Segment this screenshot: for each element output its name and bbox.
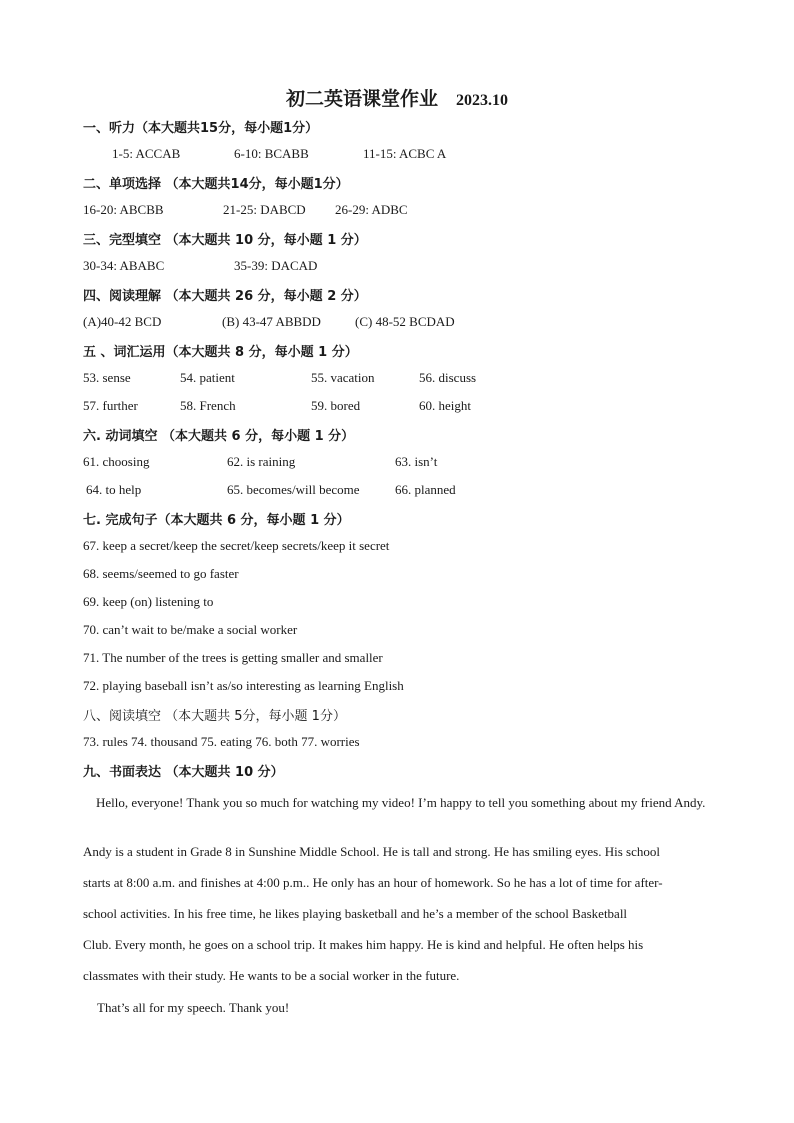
s7-line: 67. keep a secret/keep the secret/keep secrets/keep it secret: [83, 538, 390, 553]
essay-line: Andy is a student in Grade 8 in Sunshine Middle School. He is tall and strong. He has smiling eyes. His school: [83, 844, 660, 859]
s6-item: 66. planned: [395, 482, 456, 497]
section-2-heading: 二、单项选择 （本大题共14分，每小题1分）: [83, 177, 349, 192]
section-9-heading: 九、书面表达 （本大题共 10 分）: [83, 765, 284, 780]
s3-answer-1: 30-34: ABABC: [83, 258, 165, 273]
s3-answer-2: 35-39: DACAD: [234, 258, 318, 273]
essay-line: classmates with their study. He wants to be a social worker in the future.: [83, 968, 460, 983]
s1-answer-1: 1-5: ACCAB: [112, 146, 181, 161]
s5-item: 57. further: [83, 398, 138, 413]
s5-item: 60. height: [419, 398, 471, 413]
s5-item: 56. discuss: [419, 370, 477, 385]
essay-closing: That’s all for my speech. Thank you!: [97, 1000, 290, 1015]
page-title: [0, 84, 794, 111]
s5-item: 59. bored: [311, 398, 361, 413]
s5-item: 54. patient: [180, 370, 235, 385]
title-text: 初二英语课堂作业: [285, 88, 438, 110]
s7-line: 70. can’t wait to be/make a social worker: [83, 622, 298, 637]
s4-answer-c: (C) 48-52 BCDAD: [355, 314, 455, 329]
s6-item: 63. isn’t: [395, 454, 438, 469]
section-7-heading: 七. 完成句子（本大题共 6 分，每小题 1 分）: [83, 513, 350, 528]
s4-answer-b: (B) 43-47 ABBDD: [222, 314, 321, 329]
s4-answer-a: (A)40-42 BCD: [83, 314, 162, 329]
s7-line: 68. seems/seemed to go faster: [83, 566, 239, 581]
s6-item: 62. is raining: [227, 454, 296, 469]
s2-answer-3: 26-29: ADBC: [335, 202, 408, 217]
s2-answer-1: 16-20: ABCBB: [83, 202, 164, 217]
essay-paragraph-1: Hello, everyone! Thank you so much for watching my video! I’m happy to tell you something about my friend Andy.: [96, 795, 706, 810]
s2-answer-2: 21-25: DABCD: [223, 202, 306, 217]
s7-line: 69. keep (on) listening to: [83, 594, 214, 609]
s5-item: 55. vacation: [311, 370, 375, 385]
s1-answer-3: 11-15: ACBC A: [363, 146, 447, 161]
essay-line: school activities. In his free time, he likes playing basketball and he’s a member of the school Basketball: [83, 906, 628, 921]
s6-item: 61. choosing: [83, 454, 150, 469]
s7-line: 72. playing baseball isn’t as/so interesting as learning English: [83, 678, 404, 693]
section-3-heading: 三、完型填空 （本大题共 10 分，每小题 1 分）: [83, 233, 367, 248]
section-1-heading: 一、听力（本大题共15分，每小题1分）: [83, 121, 319, 136]
s7-line: 71. The number of the trees is getting smaller and smaller: [83, 650, 383, 665]
s6-item: 64. to help: [86, 482, 142, 497]
section-6-heading: 六. 动词填空 （本大题共 6 分，每小题 1 分）: [83, 429, 355, 444]
section-8-heading: 八、阅读填空 （本大题共 5分，每小题 1分）: [83, 709, 346, 724]
s8-line: 73. rules 74. thousand 75. eating 76. both 77. worries: [83, 734, 360, 749]
section-4-heading: 四、阅读理解 （本大题共 26 分，每小题 2 分）: [83, 289, 367, 304]
s5-item: 58. French: [180, 398, 236, 413]
s6-item: 65. becomes/will become: [227, 482, 360, 497]
essay-line: starts at 8:00 a.m. and finishes at 4:00 p.m.. He only has an hour of homework. So he has a lot of time for after-: [83, 875, 663, 890]
s5-item: 53. sense: [83, 370, 131, 385]
s1-answer-2: 6-10: BCABB: [234, 146, 309, 161]
title-date: 2023.10: [456, 92, 508, 109]
section-5-heading: 五 、词汇运用（本大题共 8 分，每小题 1 分）: [83, 345, 358, 360]
essay-line: Club. Every month, he goes on a school trip. It makes him happy. He is kind and helpful. He often helps his: [83, 937, 644, 952]
